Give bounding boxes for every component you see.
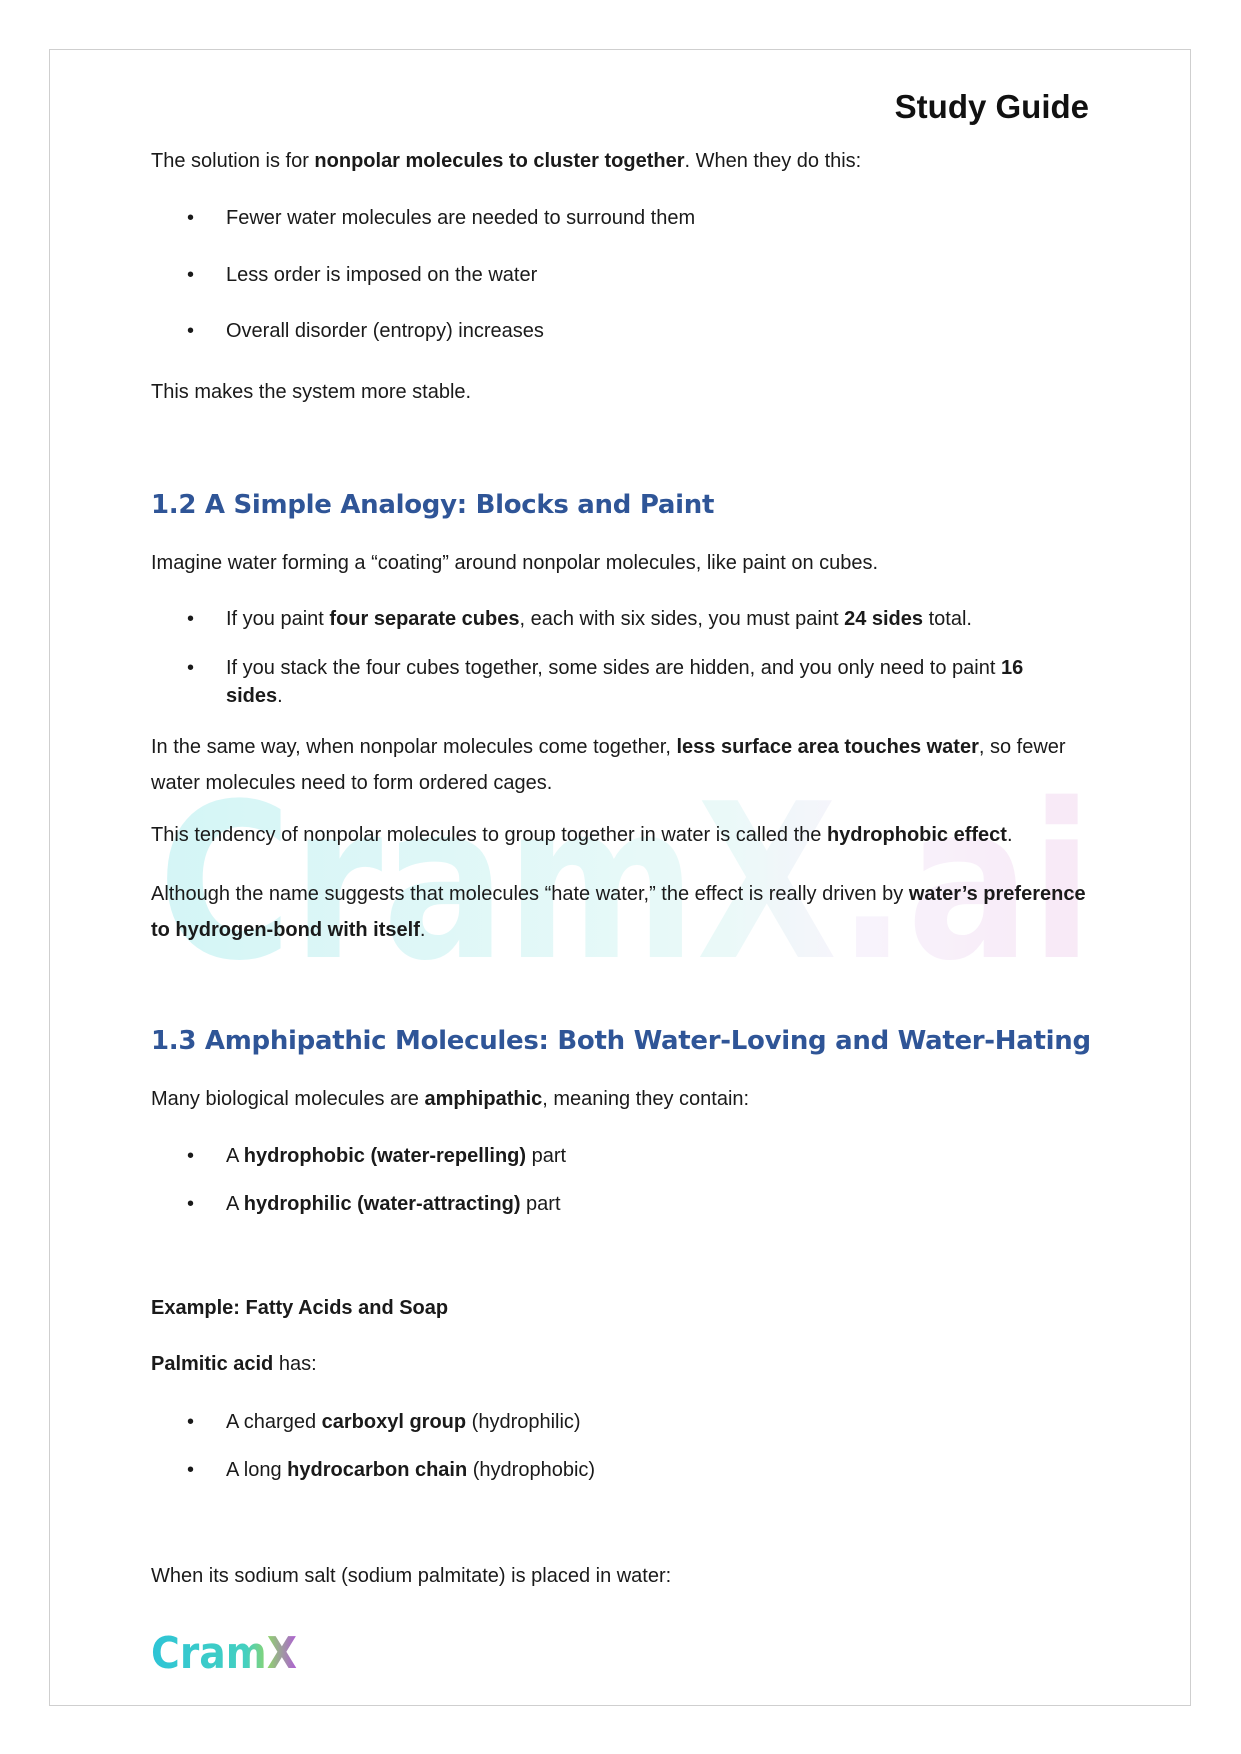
section-heading-1-2: 1.2 A Simple Analogy: Blocks and Paint (151, 490, 715, 520)
page-header-title: Study Guide (894, 88, 1089, 125)
list-item: • Less order is imposed on the water (187, 261, 1057, 289)
bullet-icon: • (187, 657, 195, 679)
bullet-icon: • (187, 1193, 195, 1215)
bullet-icon: • (187, 1411, 195, 1433)
paragraph: Imagine water forming a “coating” around nonpolar molecules, like paint on cubes. (151, 552, 879, 574)
paragraph: Palmitic acid has: (151, 1353, 317, 1375)
bullet-icon: • (187, 1145, 195, 1167)
bullet-icon: • (187, 1459, 195, 1481)
intro-paragraph: The solution is for nonpolar molecules to cluster together. When they do this: (151, 150, 862, 172)
list-item: • A charged carboxyl group (hydrophilic) (187, 1408, 1057, 1436)
list-item: • Fewer water molecules are needed to surround them (187, 204, 1057, 232)
paragraph: When its sodium salt (sodium palmitate) is placed in water: (151, 1565, 672, 1587)
example-heading: Example: Fatty Acids and Soap (151, 1297, 449, 1319)
list-item: • If you stack the four cubes together, some sides are hidden, and you only need to paint 16 sides. (187, 654, 1057, 710)
paragraph: In the same way, when nonpolar molecules come together, less surface area touches water, so fewer water molecules need to form ordered cages. (151, 736, 1066, 794)
bullet-icon: • (187, 608, 195, 630)
list-item: • A hydrophilic (water-attracting) part (187, 1190, 1057, 1218)
list-item: • If you paint four separate cubes, each with six sides, you must paint 24 sides total. (187, 605, 1057, 633)
bullet-icon: • (187, 320, 195, 342)
bullet-icon: • (187, 207, 195, 229)
bullet-icon: • (187, 264, 195, 286)
paragraph: This makes the system more stable. (151, 381, 472, 403)
section-heading-1-3: 1.3 Amphipathic Molecules: Both Water-Loving and Water-Hating (151, 1026, 1091, 1056)
paragraph: Many biological molecules are amphipathic, meaning they contain: (151, 1088, 750, 1110)
paragraph: Although the name suggests that molecules “hate water,” the effect is really driven by water’s preference to hydrogen-bond with itself. (151, 883, 1086, 941)
cramx-logo (151, 1628, 301, 1676)
paragraph: This tendency of nonpolar molecules to group together in water is called the hydrophobic effect. (151, 824, 1013, 846)
list-item: • A hydrophobic (water-repelling) part (187, 1142, 1057, 1170)
list-item: • Overall disorder (entropy) increases (187, 317, 1057, 345)
watermark-text: CramX.ai (158, 757, 1093, 1002)
logo-text: CramX (151, 1628, 298, 1676)
list-item: • A long hydrocarbon chain (hydrophobic) (187, 1456, 1057, 1484)
